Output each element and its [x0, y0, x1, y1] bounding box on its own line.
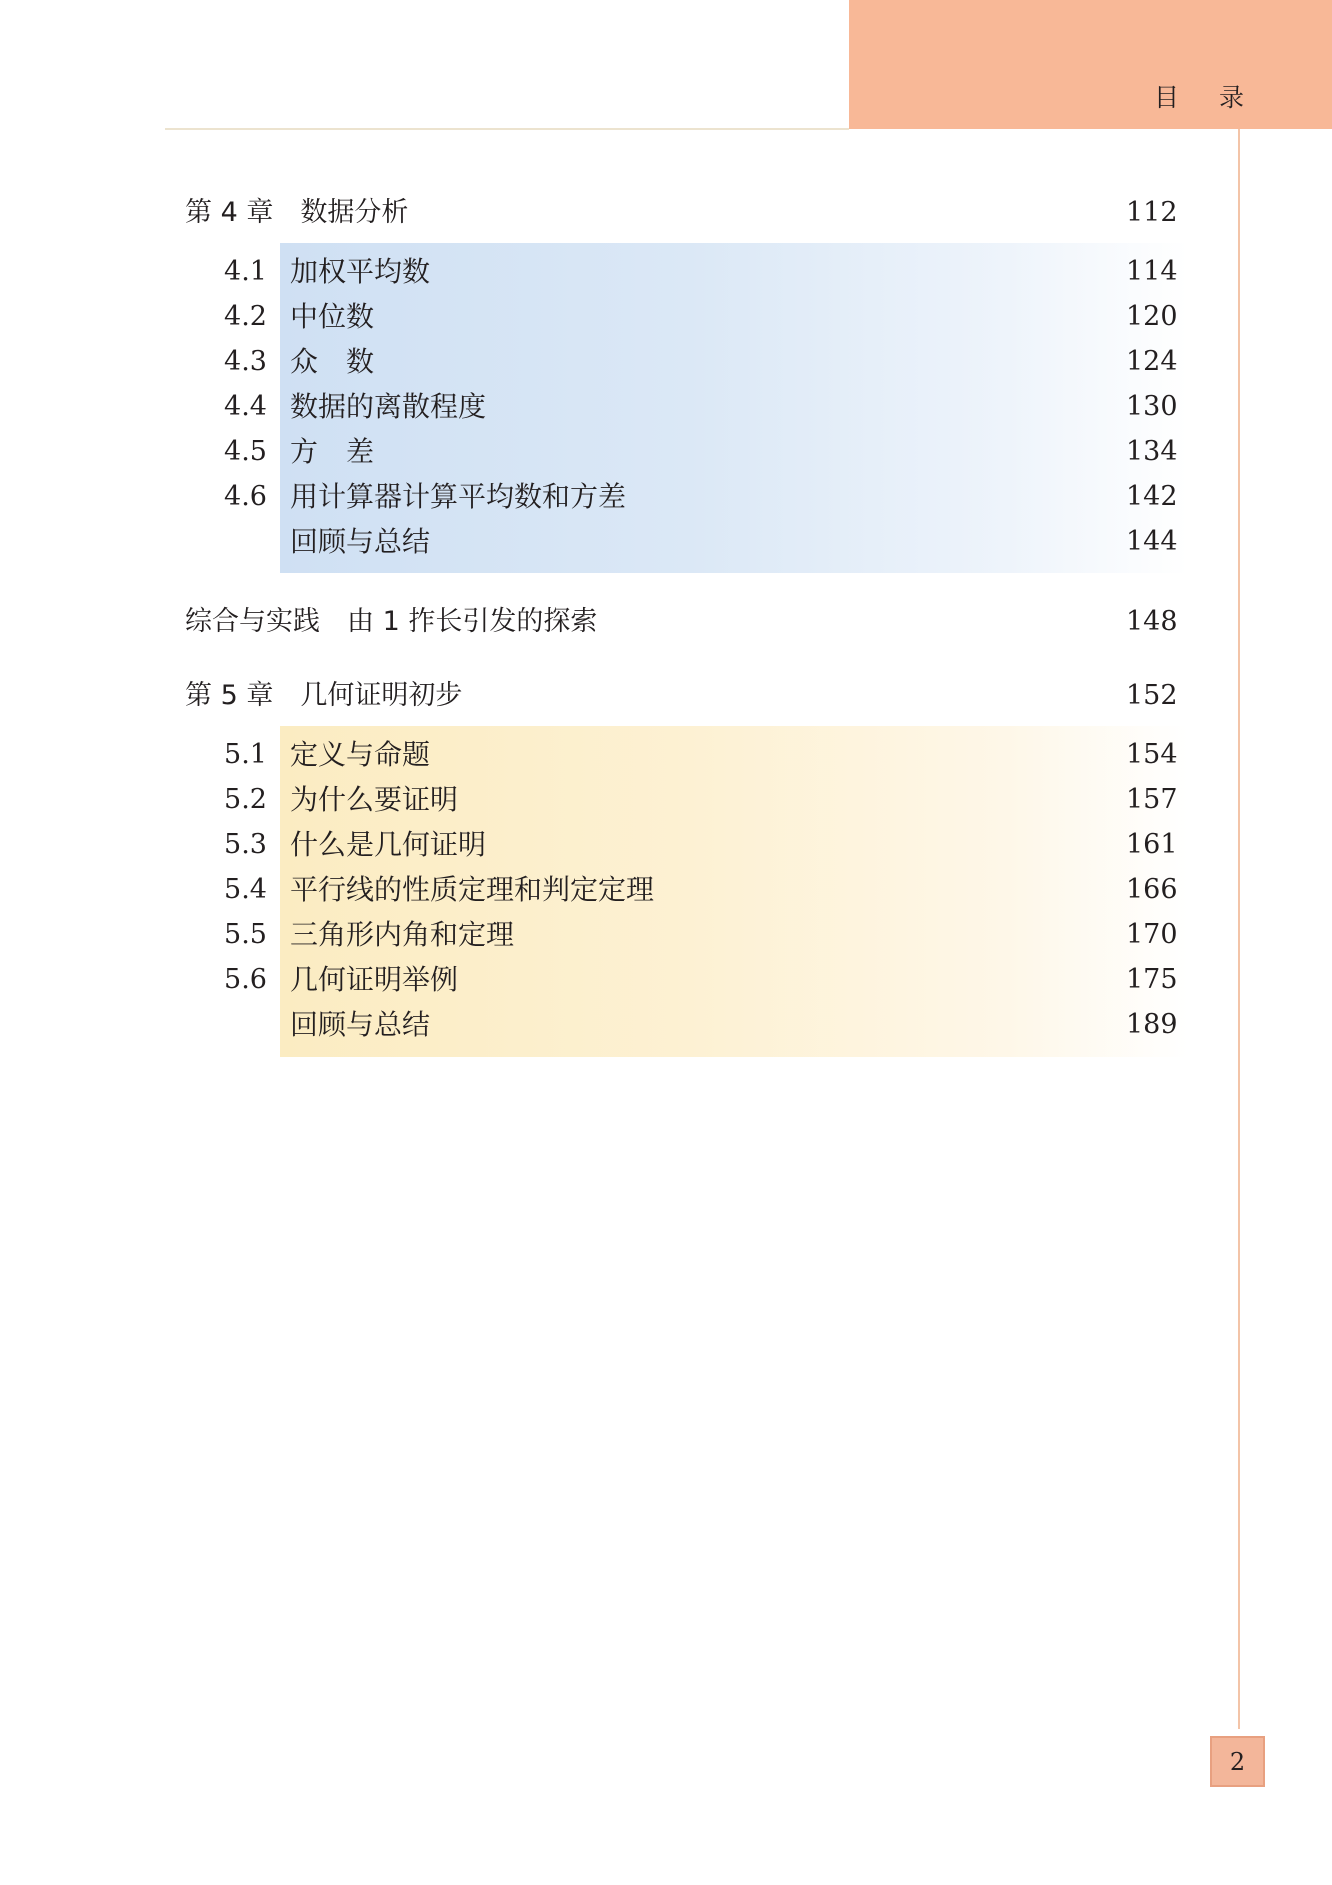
- toc-section[interactable]: [0, 477, 1332, 517]
- toc-practice[interactable]: [0, 602, 1332, 642]
- page-number: 157: [1126, 784, 1178, 815]
- section-title: 三角形内角和定理: [290, 918, 515, 951]
- chapter-title: 第 5 章 几何证明初步: [185, 680, 463, 711]
- dot-leader: [455, 1005, 1110, 1045]
- header-band: [849, 0, 1332, 129]
- chapter-title: 第 4 章 数据分析: [185, 197, 409, 228]
- toc-section[interactable]: [0, 870, 1332, 910]
- page-number: 124: [1126, 346, 1178, 377]
- page-number: 189: [1126, 1009, 1178, 1040]
- section-number: 4.5: [224, 436, 267, 467]
- page-number: 161: [1126, 829, 1178, 860]
- section-number: 5.6: [224, 964, 267, 995]
- section-number: 4.2: [224, 301, 267, 332]
- dot-leader: [513, 676, 1110, 716]
- toc-chapter-4[interactable]: [0, 193, 1332, 233]
- page-number: 148: [1126, 606, 1178, 637]
- toc-chapter-5[interactable]: [0, 676, 1332, 716]
- dot-leader: [395, 297, 1110, 337]
- page-number: 166: [1126, 874, 1178, 905]
- section-title: 为什么要证明: [290, 783, 459, 816]
- dot-leader: [545, 915, 1110, 955]
- dot-leader: [455, 735, 1110, 775]
- toc-section[interactable]: [0, 1005, 1332, 1045]
- page-number: 134: [1126, 436, 1178, 467]
- toc-section[interactable]: [0, 297, 1332, 337]
- section-title: 用计算器计算平均数和方差: [290, 480, 627, 513]
- page-number: 175: [1126, 964, 1178, 995]
- section-title: 中位数: [290, 300, 375, 333]
- page-number: 120: [1126, 301, 1178, 332]
- dot-leader: [455, 252, 1110, 292]
- section-title: 什么是几何证明: [290, 828, 487, 861]
- dot-leader: [485, 960, 1110, 1000]
- dot-leader: [485, 780, 1110, 820]
- page-number-badge: [1210, 1736, 1265, 1787]
- practice-title: 综合与实践 由 1 拃长引发的探索: [185, 606, 598, 637]
- header-rule: [165, 128, 849, 130]
- section-number: 4.1: [224, 256, 267, 287]
- page-title: 目 录: [1154, 83, 1260, 112]
- page-number: 144: [1126, 526, 1178, 557]
- section-title: 定义与命题: [290, 738, 431, 771]
- toc-section[interactable]: [0, 252, 1332, 292]
- section-title: 数据的离散程度: [290, 390, 487, 423]
- section-number: 5.4: [224, 874, 267, 905]
- dot-leader: [458, 193, 1110, 233]
- toc-section[interactable]: [0, 915, 1332, 955]
- dot-leader: [395, 432, 1110, 472]
- toc-section[interactable]: [0, 342, 1332, 382]
- toc-section[interactable]: [0, 825, 1332, 865]
- dot-leader: [515, 825, 1110, 865]
- dot-leader: [455, 522, 1110, 562]
- toc-section[interactable]: [0, 735, 1332, 775]
- dot-leader: [663, 477, 1110, 517]
- section-title: 回顾与总结: [290, 1008, 431, 1041]
- page-number: 142: [1126, 481, 1178, 512]
- section-number: 5.3: [224, 829, 267, 860]
- section-number: 5.1: [224, 739, 267, 770]
- page-number: 154: [1126, 739, 1178, 770]
- section-title: 加权平均数: [290, 255, 431, 288]
- toc-section[interactable]: [0, 522, 1332, 562]
- dot-leader: [693, 870, 1110, 910]
- page-number: 114: [1126, 256, 1178, 287]
- section-number: 5.2: [224, 784, 267, 815]
- dot-leader: [515, 387, 1110, 427]
- page-number: 112: [1126, 197, 1178, 228]
- toc-section[interactable]: [0, 432, 1332, 472]
- page-number: 152: [1126, 680, 1178, 711]
- section-title: 方 差: [290, 435, 375, 468]
- section-title: 回顾与总结: [290, 525, 431, 558]
- toc-section[interactable]: [0, 780, 1332, 820]
- dot-leader: [395, 342, 1110, 382]
- section-title: 几何证明举例: [290, 963, 459, 996]
- toc-section[interactable]: [0, 387, 1332, 427]
- section-number: 4.3: [224, 346, 267, 377]
- toc-section[interactable]: [0, 960, 1332, 1000]
- page-number: 170: [1126, 919, 1178, 950]
- section-number: 5.5: [224, 919, 267, 950]
- section-title: 平行线的性质定理和判定定理: [290, 873, 655, 906]
- section-title: 众 数: [290, 345, 375, 378]
- footer-page-number: 2: [1229, 1747, 1246, 1776]
- section-number: 4.4: [224, 391, 267, 422]
- section-number: 4.6: [224, 481, 267, 512]
- page-number: 130: [1126, 391, 1178, 422]
- dot-leader: [662, 602, 1110, 642]
